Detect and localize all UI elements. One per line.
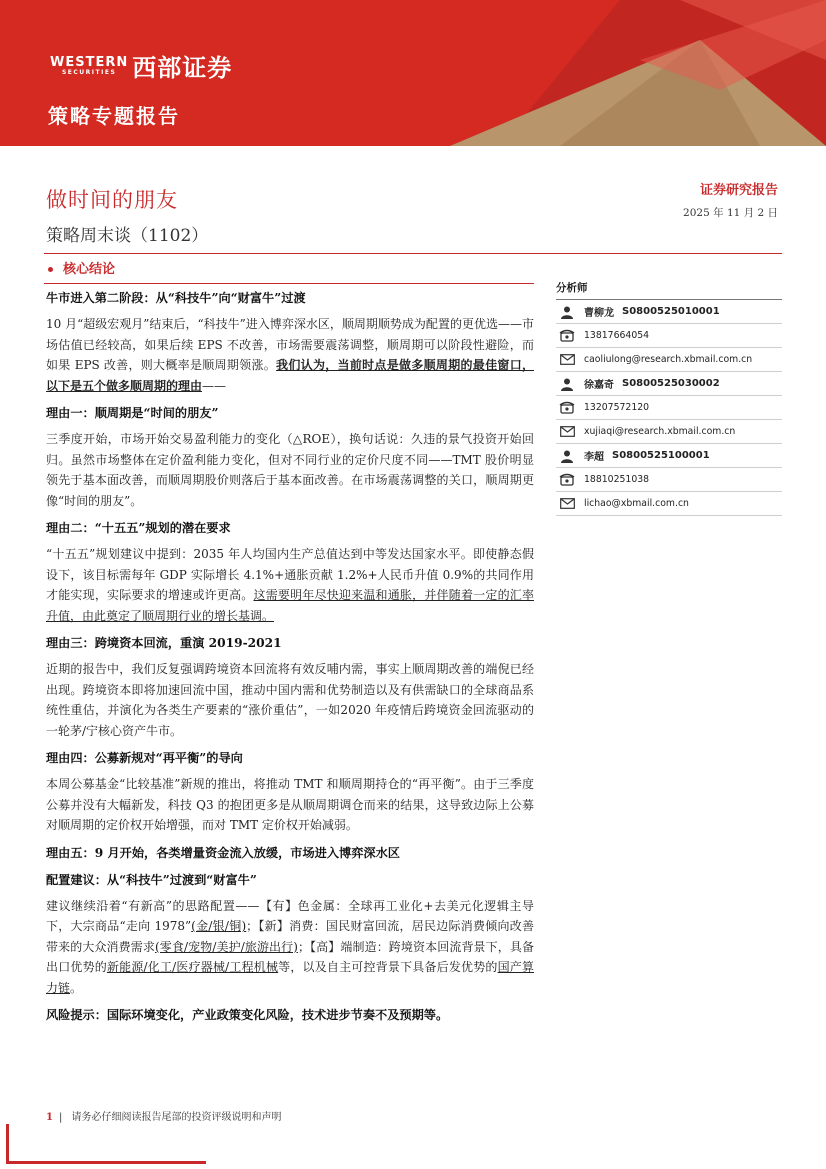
analyst-code: S0800525030002 bbox=[622, 378, 720, 389]
analyst-code: S0800525100001 bbox=[612, 450, 710, 461]
analyst-phone: 13207572120 bbox=[584, 402, 650, 413]
report-subtitle: 策略周末谈（1102） bbox=[46, 226, 209, 246]
bullet-icon bbox=[48, 267, 53, 272]
paragraph-reason-3: 近期的报告中，我们反复强调跨境资本回流将有效反哺内需，事实上顺周期改善的端倪已经出现。跨境资本即将加速回流中国，推动中国内需和优势制造以及有供需缺口的全球商品系统性重估，并演化为各类生产要素的“涨价重估”，一如2020 年疫情后跨境资金回流驱动的一轮茅/宁核心资产牛市。 bbox=[46, 662, 534, 738]
section-tag-label: 核心结论 bbox=[63, 262, 116, 277]
paragraph-intro-emphasis: 我们认为，当前时点是做多顺周期的最佳窗口，以下是五个做多顺周期的理由 bbox=[46, 358, 534, 393]
alloc-text-2: ；【新】消费：国民财富回流，居民边际消费倾向改善带来的大众消费需求 bbox=[46, 919, 535, 954]
analyst-name-row bbox=[556, 300, 782, 324]
person-icon bbox=[558, 377, 576, 391]
title-divider bbox=[44, 253, 782, 254]
main-content bbox=[46, 284, 534, 1025]
analyst-name: 李超 bbox=[584, 452, 604, 463]
email-icon bbox=[558, 425, 576, 439]
heading-stage: 牛市进入第二阶段：从“科技牛”向“财富牛”过渡 bbox=[46, 291, 306, 305]
phone-icon bbox=[558, 329, 576, 343]
analyst-email[interactable]: lichao@xbmail.com.cn bbox=[584, 498, 689, 509]
brand-logo bbox=[50, 48, 232, 83]
heading-reason-3: 理由三：跨境资本回流，重演 2019-2021 bbox=[46, 636, 282, 650]
report-date: 2025 年 11 月 2 日 bbox=[683, 207, 778, 219]
alloc-text-1: 建议继续沿着“有新高”的思路配置——【有】色金属：全球再工业化+去美元化逻辑主导下，大宗商品“走向 1978” bbox=[46, 898, 534, 933]
heading-reason-2: 理由二：“十五五”规划的潜在要求 bbox=[46, 521, 231, 535]
heading-reason-1: 理由一：顺周期是“时间的朋友” bbox=[46, 406, 219, 420]
phone-icon bbox=[558, 473, 576, 487]
footer-disclaimer: 请务必仔细阅读报告尾部的投资评级说明和声明 bbox=[71, 1112, 282, 1123]
report-type: 策略专题报告 bbox=[48, 104, 180, 128]
page-number: 1 bbox=[46, 1112, 53, 1123]
paragraph-reason-2-underline: 这需要明年尽快迎来温和通胀，并伴随着一定的汇率升值，由此奠定了顺周期行业的增长基调。 bbox=[46, 588, 534, 623]
alloc-computing: 国产算力链 bbox=[46, 960, 534, 995]
sidebar-heading: 分析师 bbox=[556, 280, 782, 300]
heading-risk: 风险提示：国际环境变化，产业政策变化风险，技术进步节奏不及预期等。 bbox=[46, 1008, 449, 1022]
alloc-text-5: 。 bbox=[70, 980, 83, 995]
alloc-consumer: (零食/宠物/美护/旅游出行) bbox=[154, 939, 298, 954]
report-title: 做时间的朋友 bbox=[46, 188, 178, 212]
analyst-phone: 13817664054 bbox=[584, 330, 650, 341]
paragraph-intro-text: 10 月“超级宏观月”结束后，“科技牛”进入博弈深水区，顺周期顺势成为配置的更优选——市场估值已经较高，如果后续 EPS 不改善，市场需要震荡调整，顺周期可以阶段性避险，而如果 EPS 改善，则大概率是顺周期领涨。 bbox=[46, 317, 534, 372]
phone-icon bbox=[558, 401, 576, 415]
page-footer bbox=[46, 1108, 282, 1123]
analyst-email[interactable]: xujiaqi@research.xbmail.com.cn bbox=[584, 426, 736, 437]
analyst-name-row bbox=[556, 372, 782, 396]
heading-allocation: 配置建议：从“科技牛”过渡到“财富牛” bbox=[46, 872, 257, 887]
report-category: 证券研究报告 bbox=[699, 183, 778, 198]
alloc-metals: (金/银/铜) bbox=[191, 919, 247, 933]
analyst-phone-row bbox=[556, 396, 782, 420]
heading-reason-4: 理由四：公募新规对“再平衡”的导向 bbox=[46, 751, 243, 765]
person-icon bbox=[558, 449, 576, 463]
header-banner bbox=[0, 0, 826, 146]
alloc-text-4: 等，以及自主可控背景下具备后发优势的 bbox=[278, 960, 498, 974]
alloc-manufacturing: 新能源/化工/医疗器械/工程机械 bbox=[106, 960, 279, 974]
analyst-phone: 18810251038 bbox=[584, 474, 650, 485]
analyst-name: 徐嘉奇 bbox=[584, 380, 614, 391]
alloc-text-3: ；【高】端制造：跨境资本回流背景下，具备出口优势的 bbox=[46, 939, 534, 974]
logo-english bbox=[50, 56, 128, 76]
paragraph-reason-4: 本周公募基金“比较基准”新规的推出，将推动 TMT 和顺周期持仓的“再平衡”。由于三季度公募并没有大幅新发，科技 Q3 的抱团更多是从顺周期调仓而来的结果，这导致边际上公募对顺周期的定价权开始增强，而对 TMT 定价权开始减弱。 bbox=[46, 777, 534, 832]
paragraph-intro-dash: —— bbox=[202, 378, 227, 393]
paragraph-reason-2-text: “十五五”规划建议中提到：2035 年人均国内生产总值达到中等发达国家水平。即使静态假设下，该目标需每年 GDP 实际增长 4.1%+通胀贡献 1.2%+人民币升值 0.9%的共同作用才能实现，实际要求的增速或许更高。 bbox=[46, 547, 534, 602]
analyst-sidebar bbox=[556, 280, 782, 516]
analyst-name-row bbox=[556, 444, 782, 468]
person-icon bbox=[558, 305, 576, 319]
analyst-email-row bbox=[556, 348, 782, 372]
logo-en-top: WESTERN bbox=[50, 54, 129, 70]
analyst-phone-row bbox=[556, 468, 782, 492]
paragraph-intro bbox=[46, 314, 534, 396]
analyst-email-row bbox=[556, 492, 782, 516]
analyst-phone-row bbox=[556, 324, 782, 348]
paragraph-reason-2 bbox=[46, 544, 534, 626]
section-tag bbox=[48, 258, 115, 277]
email-icon bbox=[558, 353, 576, 367]
analyst-code: S0800525010001 bbox=[622, 306, 720, 317]
analyst-email-row bbox=[556, 420, 782, 444]
logo-en-bottom: SECURITIES bbox=[61, 68, 117, 76]
email-icon bbox=[558, 497, 576, 511]
paragraph-allocation bbox=[46, 896, 534, 999]
logo-chinese: 西部证券 bbox=[132, 54, 233, 82]
heading-reason-5: 理由五：9 月开始，各类增量资金流入放缓，市场进入博弈深水区 bbox=[46, 845, 400, 860]
analyst-email[interactable]: caoliulong@research.xbmail.com.cn bbox=[584, 354, 753, 365]
corner-decoration bbox=[6, 1124, 206, 1164]
analyst-name: 曹柳龙 bbox=[584, 308, 614, 319]
footer-separator: | bbox=[58, 1112, 63, 1123]
paragraph-reason-1: 三季度开始，市场开始交易盈利能力的变化（△ROE），换句话说：久违的景气投资开始回归。虽然市场整体在定价盈利能力变化，但对不同行业的定价尺度不同——TMT 股价明显领先于基本面改善，而顺周期股价则落后于基本面改善。在市场震荡调整的关口，顺周期更像“时间的朋友”。 bbox=[46, 432, 534, 508]
